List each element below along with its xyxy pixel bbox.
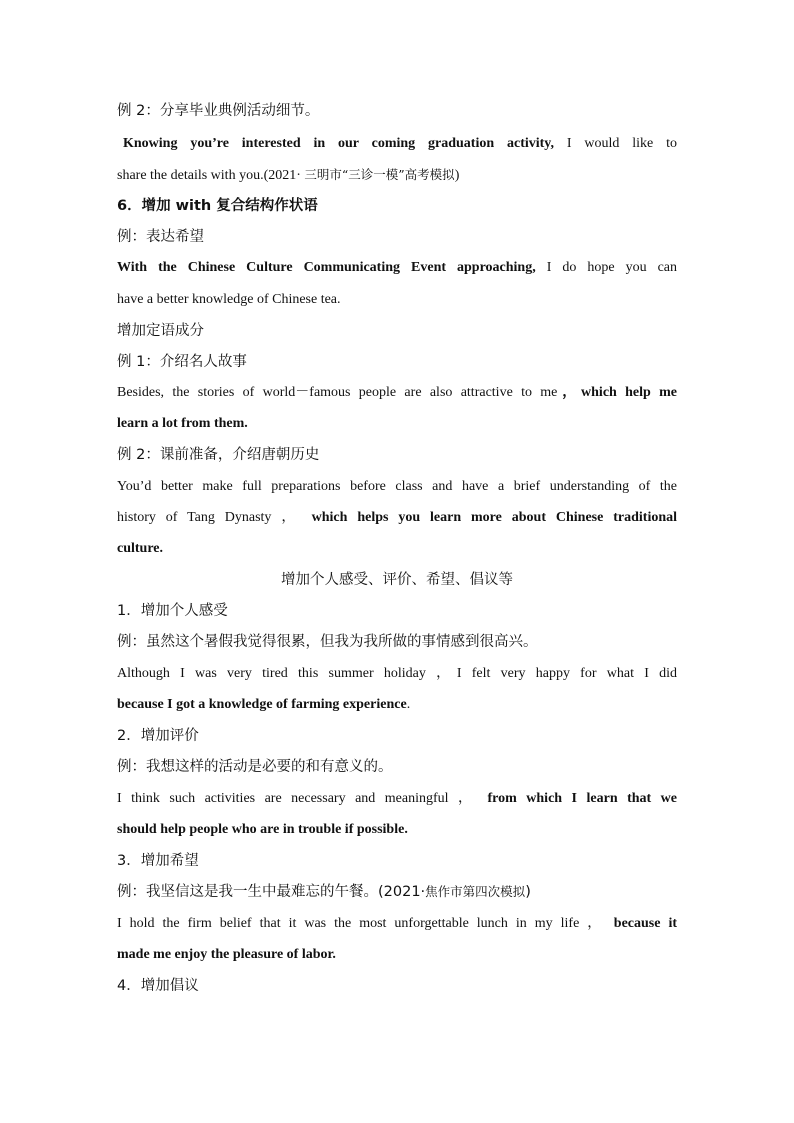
sentence-text: ) [454,168,460,183]
example-sentence [117,383,677,403]
bold-phrase: because I got a knowledge of farming experience [117,697,407,712]
example-sentence-cont: made me enjoy the pleasure of labor. [117,947,336,962]
bold-phrase: which helps you learn more about Chinese traditional [311,510,678,525]
example-sentence: Although I was very tired this summer holiday ，I felt very happy for what I did [117,666,677,681]
source-note: 三明市“三诊一模”高考模拟 [304,167,455,182]
example-sentence-cont: have a better knowledge of Chinese tea. [117,292,341,307]
section-6-heading: 6．增加 with 复合结构作状语 [117,198,318,214]
section-3-heading: 3．增加希望 [117,853,199,869]
source-note: 焦作市第四次模拟 [425,884,526,899]
example-sentence [117,258,677,278]
section-2-heading: 2．增加评价 [117,728,199,744]
section-1-heading: 1．增加个人感受 [117,603,228,619]
example-sentence-cont: learn a lot from them. [117,416,248,431]
example-sentence-cont [117,165,677,186]
sentence-text: share the details with you.(2021· [117,168,305,183]
sentence-text: I would like to [554,136,678,151]
section-title: 增加个人感受、评价、希望、倡议等 [281,572,513,588]
example-sentence-cont: should help people who are in trouble if possible. [117,822,408,837]
example-sentence-cont [117,508,677,528]
example-sentence-cont [117,695,677,715]
example-sentence [117,914,677,934]
label-text: ) [525,884,531,900]
label-text: 例：我坚信这是我一生中最难忘的午餐。(2021· [117,884,426,900]
example-sentence: You’d better make full preparations before class and have a brief understanding of the [117,479,677,494]
example-label: 例：表达希望 [117,229,204,245]
example-sentence [117,134,677,154]
example-label: 例：虽然这个暑假我觉得很累，但我为我所做的事情感到很高兴。 [117,634,538,650]
example-label [117,882,677,902]
sentence-text: Besides, the stories of world－famous people are also attractive to me [117,385,558,400]
section-4-heading: 4．增加倡议 [117,978,199,994]
sentence-text: I think such activities are necessary and meaningful ， [117,791,479,806]
sentence-text: I hold the firm belief that it was the most unforgettable lunch in my life ， [117,916,606,931]
subsection-heading: 增加定语成分 [117,323,204,339]
example-2-heading: 例 2：课前准备，介绍唐朝历史 [117,447,320,463]
example-2-heading: 例 2：分享毕业典例活动细节。 [117,103,320,119]
bold-phrase: ，which help me [557,385,677,400]
example-label: 例：我想这样的活动是必要的和有意义的。 [117,759,393,775]
sentence-text: I do hope you can [535,260,678,275]
bold-phrase: With the Chinese Culture Communicating Event approaching, [117,260,536,275]
bold-phrase: Knowing you’re interested in our coming graduation activity, [123,136,555,151]
example-1-heading: 例 1：介绍名人故事 [117,354,247,370]
bold-phrase: because it [613,916,678,931]
example-sentence [117,789,677,809]
example-sentence-cont: culture. [117,541,164,556]
sentence-text: history of Tang Dynasty ， [117,510,302,525]
sentence-text: . [406,697,411,712]
bold-phrase: from which I learn that we [487,791,678,806]
